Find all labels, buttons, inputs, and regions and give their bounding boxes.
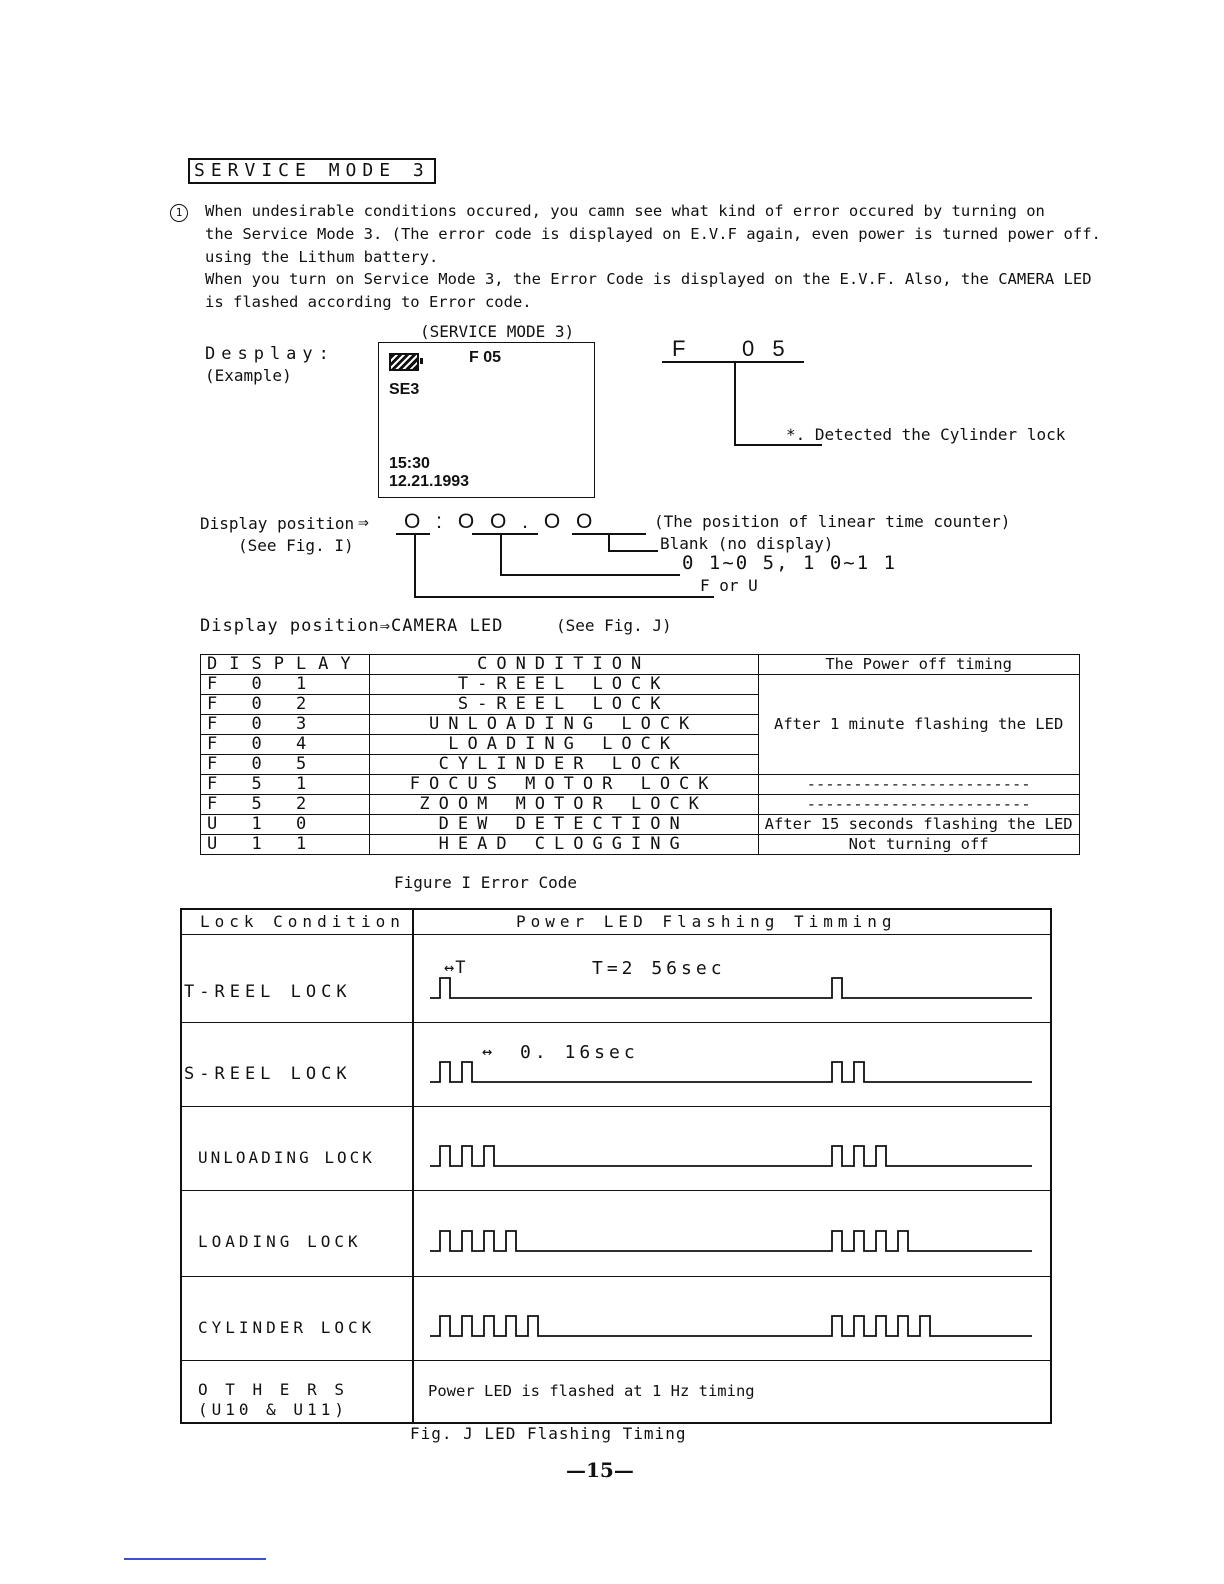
detected-note: *. Detected the Cylinder lock — [786, 425, 1066, 444]
leader-blank-h — [608, 550, 658, 552]
fu-note: F or U — [700, 576, 758, 595]
code-cell: F 5 2 — [201, 795, 370, 815]
code-leader-h — [734, 444, 822, 446]
code-cell: F 0 4 — [201, 735, 370, 755]
code-leader-v — [734, 361, 736, 445]
leader-range-v — [500, 533, 502, 575]
code-underline — [662, 361, 804, 363]
para-line-1: When undesirable conditions occured, you camn see what kind of error occured by turning on — [205, 202, 1045, 220]
row-label: T-REEL LOCK — [184, 982, 352, 1002]
header-condition: CONDITION — [369, 655, 758, 675]
condition-cell: T-REEL LOCK — [369, 675, 758, 695]
row-label: S-REEL LOCK — [184, 1064, 352, 1084]
example-label: (Example) — [205, 366, 292, 385]
code-cell: U 1 1 — [201, 835, 370, 855]
condition-cell: ZOOM MOTOR LOCK — [369, 795, 758, 815]
bullet-number: 1 — [170, 204, 188, 222]
power-cell: After 15 seconds flashing the LED — [758, 815, 1079, 835]
others-label: O T H E R S — [198, 1380, 348, 1399]
code-cell: F 0 3 — [201, 715, 370, 735]
code-cell: F 0 1 — [201, 675, 370, 695]
condition-cell: DEW DETECTION — [369, 815, 758, 835]
leader-blank-v — [608, 533, 610, 551]
t-arrow: ↔T — [444, 958, 467, 978]
condition-cell: HEAD CLOGGING — [369, 835, 758, 855]
camera-led-label: Display position⇒CAMERA LED — [200, 616, 504, 636]
code-cell: F 0 5 — [201, 755, 370, 775]
header-display: DISPLAY — [201, 655, 370, 675]
position-label: Display position — [200, 514, 355, 533]
battery-icon — [389, 353, 419, 371]
lcd-date: 12.21.1993 — [389, 473, 470, 490]
footer-rule — [124, 1558, 266, 1560]
header-flashing-timing: Power LED Flashing Timming — [516, 912, 897, 931]
table-header-row — [201, 655, 1080, 675]
pulse-wave-1 — [430, 978, 1032, 998]
condition-cell: S-REEL LOCK — [369, 695, 758, 715]
lcd-mode: SE3 — [389, 381, 420, 398]
others-sublabel: (U10 & U11) — [198, 1400, 348, 1419]
condition-cell: LOADING LOCK — [369, 735, 758, 755]
pulse-wave-4 — [430, 1231, 1032, 1251]
condition-cell: UNLOADING LOCK — [369, 715, 758, 735]
lcd-time: 15:30 — [389, 455, 430, 472]
lcd-error-code: F 05 — [469, 349, 502, 366]
position-see: (See Fig. I) — [238, 536, 354, 555]
row-label: UNLOADING LOCK — [198, 1148, 375, 1167]
pulse-wave-3 — [430, 1146, 1032, 1166]
digit-underline-1 — [396, 533, 430, 535]
pulse-wave-5 — [430, 1316, 1032, 1336]
header-lock-condition: Lock Condition — [200, 912, 405, 931]
lcd-caption: (SERVICE MODE 3) — [420, 322, 575, 341]
table-row — [201, 675, 1080, 695]
range-note: 0 1~0 5, 1 0~1 1 — [682, 552, 898, 574]
s-value: 0. 16sec — [520, 1042, 639, 1063]
table-row — [201, 775, 1080, 795]
digit-underline-2 — [472, 533, 538, 535]
power-cell: Not turning off — [758, 835, 1079, 855]
section-title: SERVICE MODE 3 — [188, 158, 436, 184]
s-arrow: ↔ — [482, 1042, 498, 1062]
row-label: CYLINDER LOCK — [198, 1318, 376, 1337]
code-cell: F 5 1 — [201, 775, 370, 795]
others-text: Power LED is flashed at 1 Hz timing — [428, 1382, 755, 1400]
para-line-2: the Service Mode 3. (The error code is displayed on E.V.F again, even power is turned power off. — [205, 225, 1101, 243]
code-cell: U 1 0 — [201, 815, 370, 835]
big-code-number: 0 5 — [742, 336, 791, 361]
table-row — [201, 815, 1080, 835]
figure-j-caption: Fig. J LED Flashing Timing — [410, 1424, 687, 1443]
camera-led-see: (See Fig. J) — [556, 616, 672, 635]
led-timing-table — [180, 908, 1052, 1424]
evf-display — [378, 342, 595, 498]
t-value: T=2 56sec — [592, 958, 726, 979]
para-line-3: using the Lithum battery. — [205, 248, 439, 266]
leader-range-h — [500, 574, 680, 576]
condition-cell: FOCUS MOTOR LOCK — [369, 775, 758, 795]
error-code-table — [200, 654, 1080, 855]
page-number: —15— — [566, 1458, 634, 1482]
power-cell: After 1 minute flashing the LED — [758, 675, 1079, 775]
header-power-off: The Power off timing — [758, 655, 1079, 675]
leader-f-v — [414, 533, 416, 597]
power-cell: ------------------------ — [758, 775, 1079, 795]
leader-f-h — [414, 596, 714, 598]
para-line-4: When you turn on Service Mode 3, the Error Code is displayed on the E.V.F. Also, the CAMERA LED — [205, 270, 1092, 288]
position-digits: O : O O . O O — [404, 510, 598, 533]
row-label: LOADING LOCK — [198, 1232, 362, 1251]
position-note: (The position of linear time counter) — [654, 512, 1011, 531]
blank-note: Blank (no display) — [660, 534, 834, 553]
big-code-letter: F — [672, 336, 692, 361]
pulse-wave-2 — [430, 1062, 1032, 1082]
position-arrow: ⇒ — [358, 512, 369, 533]
table-row — [201, 835, 1080, 855]
table-row — [201, 795, 1080, 815]
para-line-5: is flashed according to Error code. — [205, 293, 532, 311]
condition-cell: CYLINDER LOCK — [369, 755, 758, 775]
power-cell: ------------------------ — [758, 795, 1079, 815]
code-cell: F 0 2 — [201, 695, 370, 715]
figure-i-caption: Figure I Error Code — [394, 873, 578, 892]
display-label: Desplay: — [205, 344, 335, 364]
pulse-waveforms — [182, 910, 1050, 1422]
